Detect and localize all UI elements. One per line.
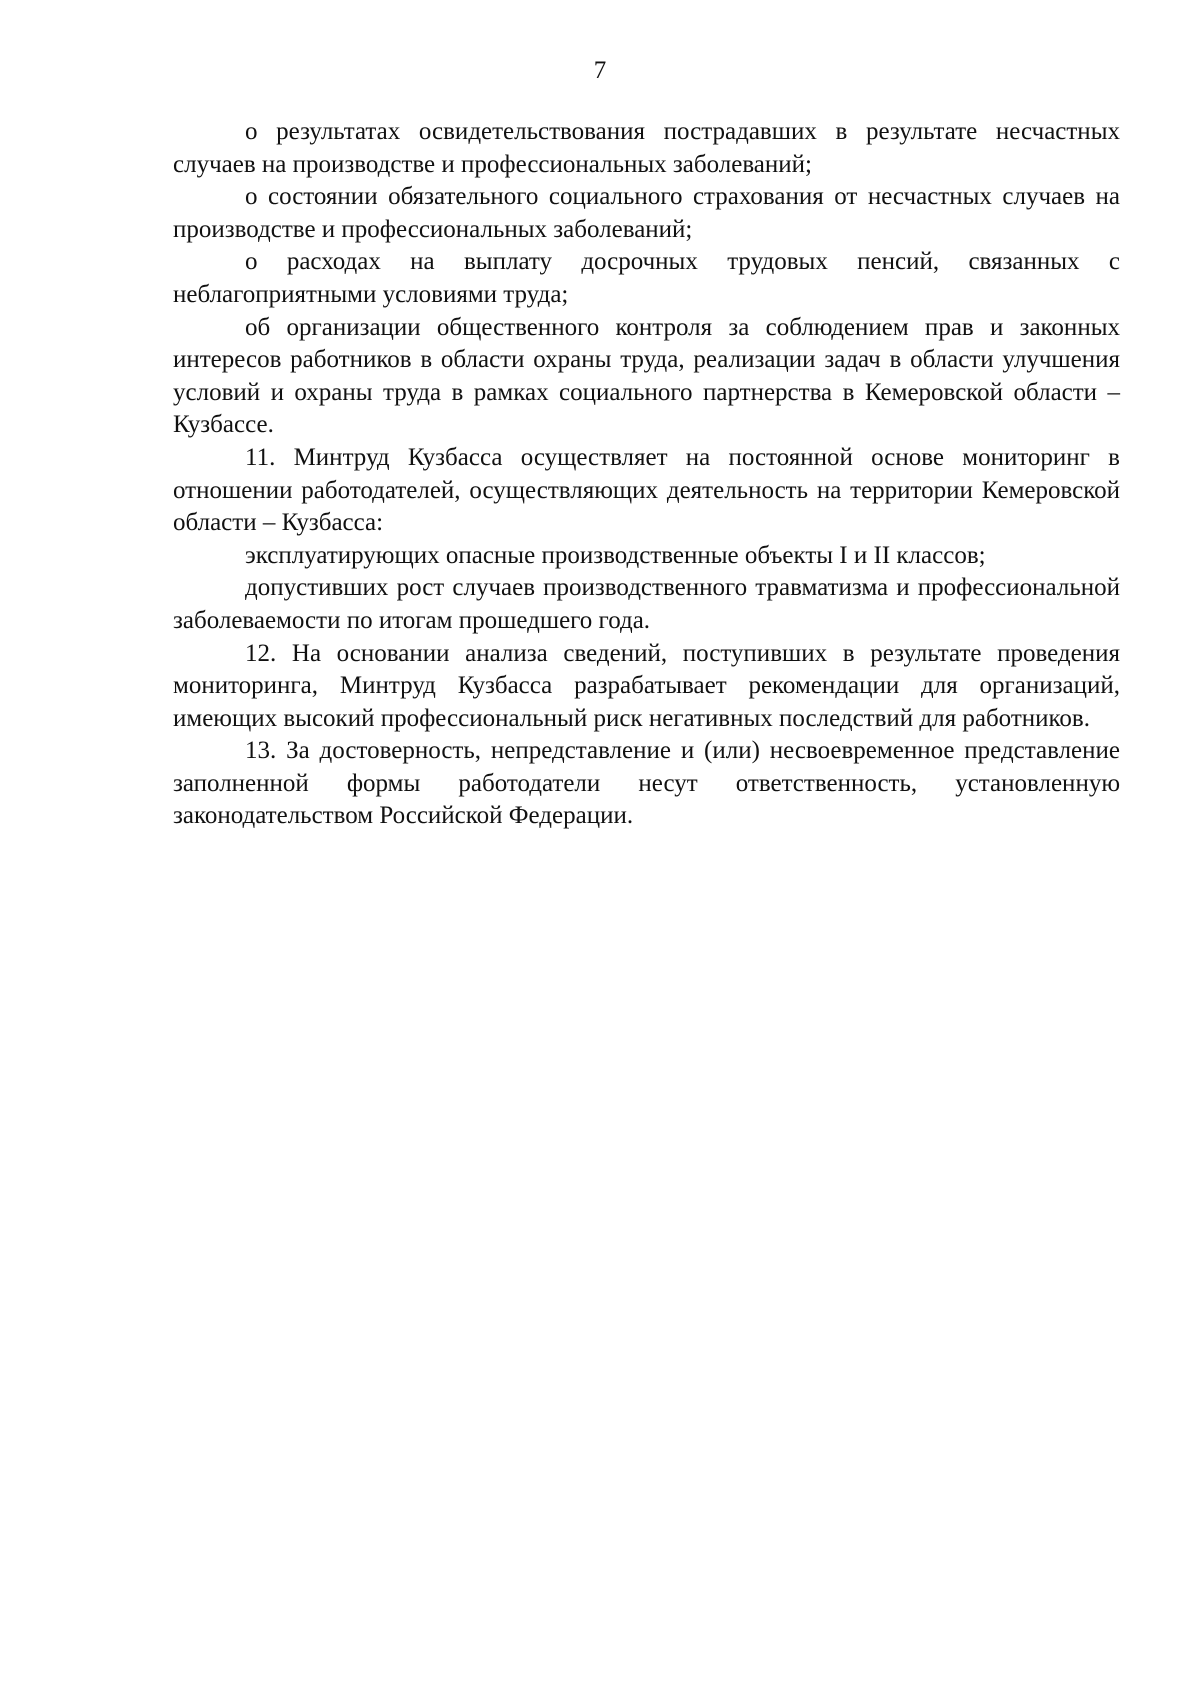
- paragraph-item-11: 11. Минтруд Кузбасса осуществляет на постоянной основе мониторинг в отношении работодателей, осуществляющих деятельность на территории Кемеровской области – Кузбасса:: [173, 443, 1120, 537]
- paragraph-injured-examination: о результатах освидетельствования пострадавших в результате несчастных случаев на производстве и профессиональных заболеваний;: [173, 118, 1120, 178]
- paragraph-item-13: 13. За достоверность, непредставление и (или) несвоевременное представление заполненной формы работодатели несут ответственность, установленную законодательством Российской Федерации.: [173, 737, 1120, 830]
- paragraph-social-insurance-state: о состоянии обязательного социального страхования от несчастных случаев на производстве и профессиональных заболеваний;: [173, 183, 1120, 243]
- paragraph-public-control: об организации общественного контроля за соблюдением прав и законных интересов работников в области охраны труда, реализации задач в области улучшения условий и охраны труда в рамках социального партнерства в Кемеровской области – Кузбассе.: [173, 313, 1120, 439]
- document-body: [173, 116, 1120, 833]
- paragraph-early-pension-expenses: о расходах на выплату досрочных трудовых пенсий, связанных с неблагоприятными условиями труда;: [173, 248, 1120, 308]
- page-number: 7: [593, 57, 607, 84]
- paragraph-item-12: 12. На основании анализа сведений, поступивших в результате проведения мониторинга, Минтруд Кузбасса разрабатывает рекомендации для организаций, имеющих высокий профессиональный риск негативных последствий для работников.: [173, 639, 1120, 732]
- paragraph-injury-growth: допустивших рост случаев производственного травматизма и профессиональной заболеваемости по итогам прошедшего года.: [173, 574, 1120, 634]
- paragraph-hazardous-facilities: эксплуатирующих опасные производственные объекты I и II классов;: [245, 541, 986, 569]
